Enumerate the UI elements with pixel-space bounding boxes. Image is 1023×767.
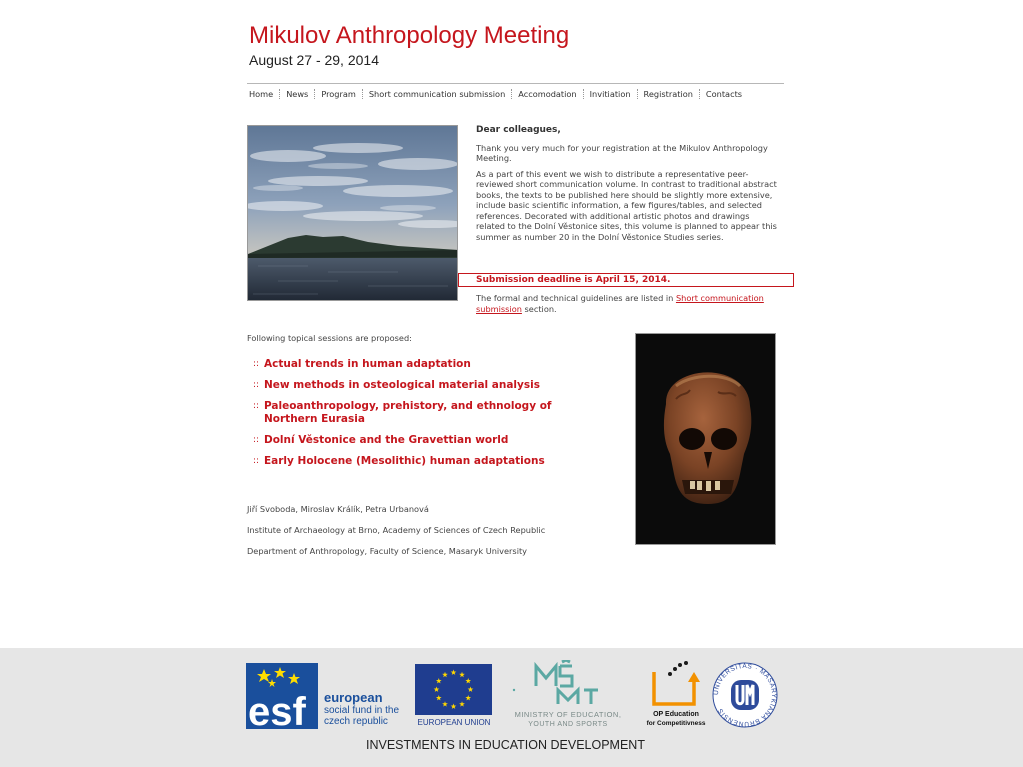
guidelines-text: [476, 293, 778, 314]
nav-program[interactable]: Program: [314, 89, 362, 99]
session-title: New methods in osteological material analysis: [264, 379, 540, 391]
session-title: Early Holocene (Mesolithic) human adaptations: [264, 455, 545, 467]
msmt-line-2: YOUTH AND SPORTS: [528, 721, 608, 728]
msmt-line-1: MINISTRY OF EDUCATION,: [514, 710, 622, 719]
msmt-logo: [498, 660, 638, 730]
esf-line-3: czech republic: [324, 716, 388, 727]
submission-deadline: Submission deadline is April 15, 2014.: [458, 273, 794, 287]
esf-line-2: social fund in the: [324, 705, 400, 716]
session-title: Dolní Věstonice and the Gravettian world: [264, 434, 509, 446]
bullet-icon: ::: [253, 435, 260, 445]
session-item[interactable]: [253, 434, 553, 447]
bullet-icon: ::: [253, 359, 260, 369]
session-list: [253, 358, 553, 476]
nav-contacts[interactable]: Contacts: [699, 89, 748, 99]
header-divider: [247, 83, 784, 84]
nav-news[interactable]: News: [279, 89, 314, 99]
eu-flag-logo: [414, 663, 494, 729]
svg-text:esf: esf: [248, 690, 306, 729]
authors-block: [247, 499, 545, 562]
session-item[interactable]: [253, 358, 553, 371]
intro-paragraph-1: Thank you very much for your registration at the Mikulov Anthropology Meeting.: [476, 142, 768, 163]
session-title: Actual trends in human adaptation: [264, 358, 471, 370]
esf-logo: [246, 663, 410, 729]
intro-text: [476, 125, 778, 247]
landscape-photo: [247, 125, 458, 301]
main-nav: [247, 88, 748, 100]
bullet-icon: ::: [253, 380, 260, 390]
bullet-icon: ::: [253, 401, 260, 411]
session-title: Paleoanthropology, prehistory, and ethnology of Northern Eurasia: [264, 400, 552, 425]
greeting: Dear colleagues,: [476, 125, 561, 135]
bullet-icon: ::: [253, 456, 260, 466]
skull-photo: [635, 333, 776, 545]
sessions-intro: Following topical sessions are proposed:: [247, 333, 412, 343]
eu-label: EUROPEAN UNION: [417, 718, 491, 727]
op-education-logo: [642, 660, 710, 730]
footer-caption: INVESTMENTS IN EDUCATION DEVELOPMENT: [366, 738, 645, 752]
intro-paragraph-2: As a part of this event we wish to distribute a representative peer-reviewed short communication volume. In contrast to traditional abstract books, the texts to be published here should be slightly more extensive, include basic scientific information, a few figures/tables, and selected references. Decorated with additional artistic photos and drawings related to the Dolní Věstonice sites, this volume is planned to appear this summer as number 20 in the Dolní Věstonice Studies series.: [476, 168, 777, 242]
department-affiliation: Department of Anthropology, Faculty of Science, Masaryk University: [247, 546, 528, 556]
seal-ring-text: UNIVERSITAS · MASARYKIANA BRUNENSIS: [712, 662, 778, 728]
author-names: Jiří Svoboda, Miroslav Králík, Petra Urbanová: [247, 504, 429, 514]
guidelines-prefix: The formal and technical guidelines are listed in: [476, 293, 676, 303]
nav-registration[interactable]: Registration: [637, 89, 699, 99]
site-title: Mikulov Anthropology Meeting: [249, 22, 570, 49]
session-item[interactable]: [253, 400, 553, 426]
op-line-1: OP Education: [653, 711, 699, 718]
session-item[interactable]: [253, 455, 553, 468]
short-communication-link[interactable]: Short communication submission: [476, 293, 764, 314]
nav-home[interactable]: Home: [249, 89, 274, 99]
esf-title: european: [324, 690, 383, 705]
nav-invitiation[interactable]: Invitiation: [583, 89, 637, 99]
op-line-2: for Competitivness: [646, 720, 706, 727]
nav-short-communication-submission[interactable]: Short communication submission: [362, 89, 511, 99]
session-item[interactable]: [253, 379, 553, 392]
institute-affiliation: Institute of Archaeology at Brno, Academy of Sciences of Czech Republic: [247, 525, 546, 535]
event-date: August 27 - 29, 2014: [249, 52, 379, 68]
guidelines-suffix: section.: [521, 303, 557, 314]
nav-accomodation[interactable]: Accomodation: [511, 89, 582, 99]
masaryk-university-seal: [710, 660, 780, 730]
